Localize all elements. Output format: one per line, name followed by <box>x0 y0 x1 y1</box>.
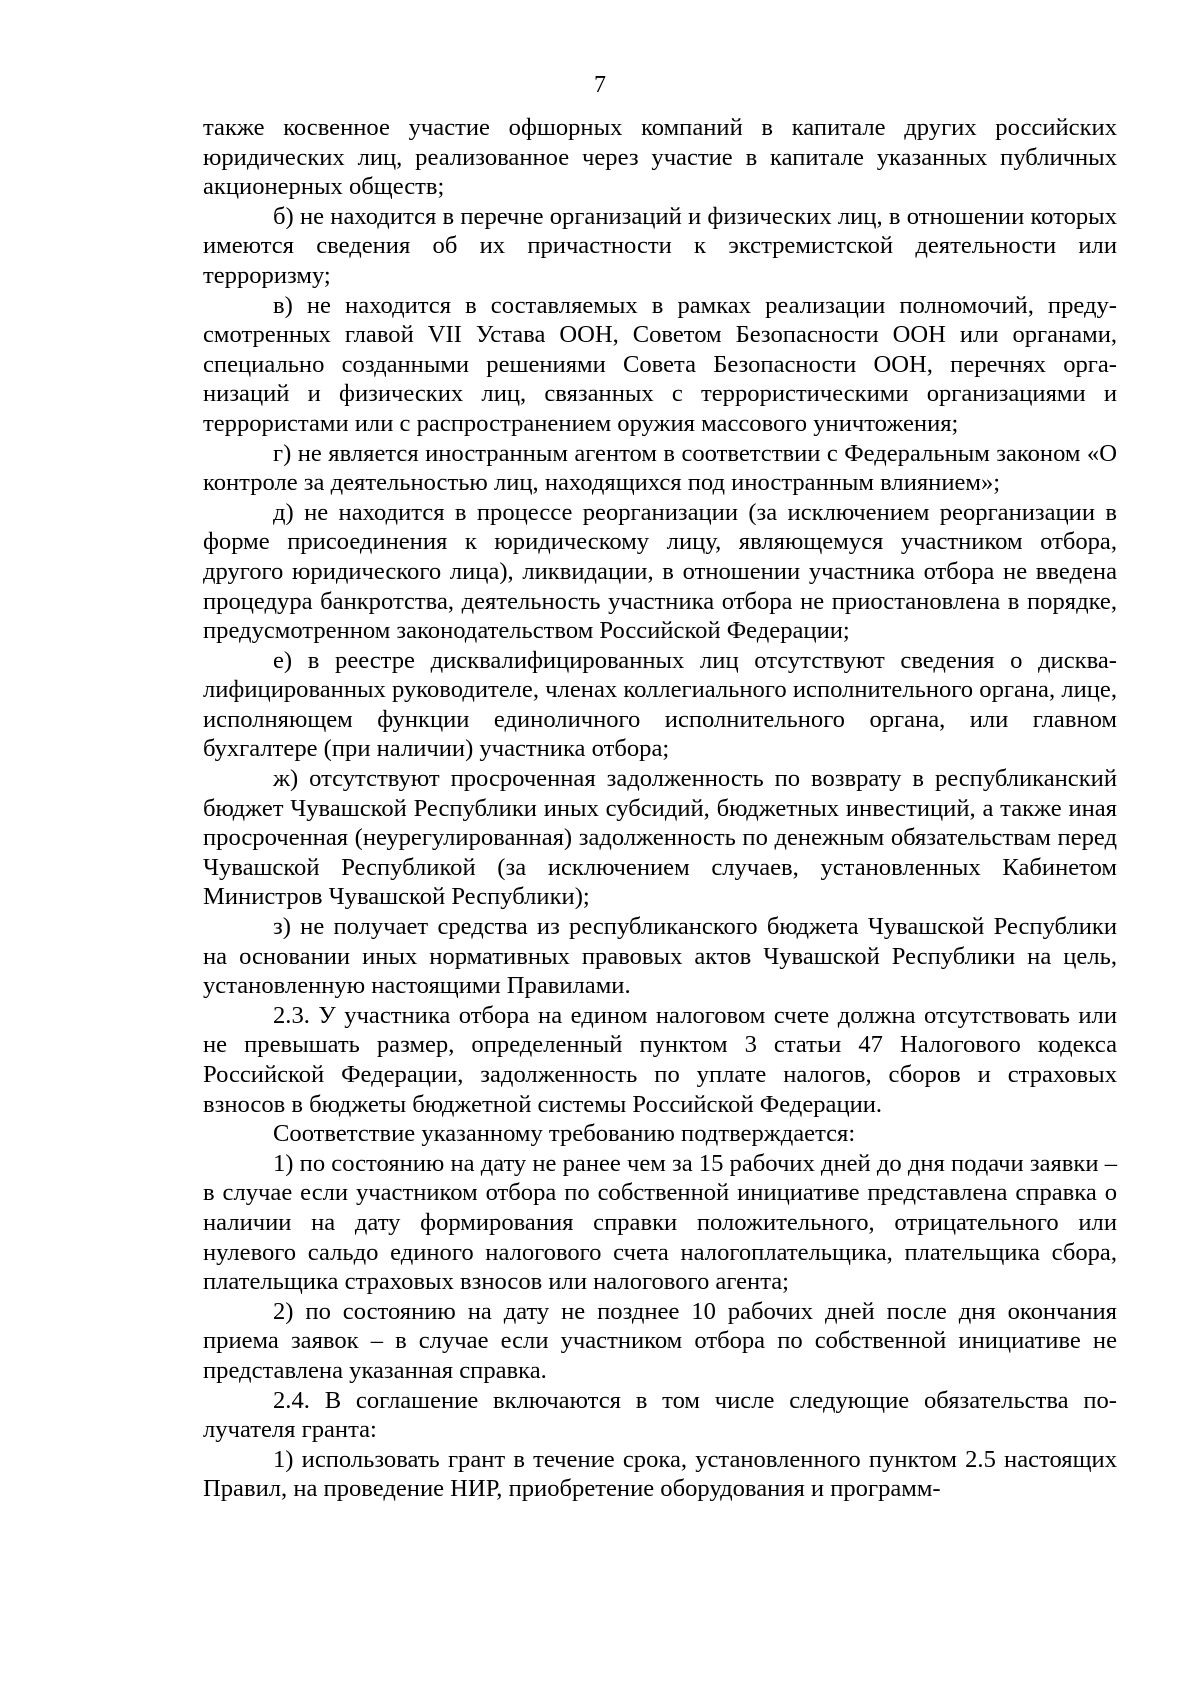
document-body <box>203 113 1117 1504</box>
paragraph: также косвенное участие офшорных компаний в капитале других российских юридических лиц, реализованное через участие в капитале указанных публичных акционерных обществ; <box>203 114 1117 201</box>
paragraph: б) не находится в перечне организаций и физических лиц, в отношении которых имеются сведения об их причастности к экстремистской деятельности или терроризму; <box>203 202 1117 289</box>
paragraph: е) в реестре дисквалифицированных лиц отсутствуют сведения о дисквалифицированных руководителе, членах коллегиального исполнительного органа, лице, исполняющем функции единоличного исполнительного органа, или главном бухгалтере (при наличии) участника отбора; <box>203 646 1117 763</box>
paragraph: з) не получает средства из республиканского бюджета Чувашской Республики на основании иных нормативных правовых актов Чувашской Республики на цель, установленную настоящими Правилами. <box>203 913 1117 1000</box>
paragraph: г) не является иностранным агентом в соответствии с Федеральным законом «О контроле за деятельностью лиц, находящихся под иностранным влиянием»; <box>203 439 1117 497</box>
paragraph: Соответствие указанному требованию подтверждается: <box>273 1120 856 1148</box>
paragraph: 1) использовать грант в течение срока, установленного пунктом 2.5 настоящих Правил, на проведение НИР, приобретение оборудования и программ- <box>203 1445 1117 1503</box>
paragraph: в) не находится в составляемых в рамках реализации полномочий, предусмотренных главой VII Устава ООН, Советом Безопасности ООН или органами, специально созданными решениями Совета Безопасности ООН, перечнях организаций и физических лиц, связанных с террористическими организациями и террористами или с распространением оружия массового уничтожения; <box>203 291 1117 437</box>
paragraph: ж) отсутствуют просроченная задолженность по возврату в республиканский бюджет Чувашской Республики иных субсидий, бюджетных инвестиций, а также иная просроченная (неурегулированная) задолженность по денежным обязательствам перед Чувашской Республикой (за исключением случаев, установленных Кабинетом Министров Чувашской Республики); <box>203 765 1117 911</box>
paragraph: 2) по состоянию на дату не позднее 10 рабочих дней после дня окончания приема заявок – в случае если участником отбора по собственной инициативе не представлена указанная справка. <box>203 1297 1117 1384</box>
paragraph: 2.4. В соглашение включаются в том числе следующие обязательства получателя гранта: <box>203 1386 1117 1444</box>
paragraph: 2.3. У участника отбора на едином налоговом счете должна отсутствовать или не превышать размер, определенный пунктом 3 статьи 47 Налогового кодекса Российской Федерации, задолженность по уплате налогов, сборов и страховых взносов в бюджеты бюджетной системы Российской Федерации. <box>203 1001 1117 1118</box>
page-number: 7 <box>594 72 606 98</box>
paragraph: 1) по состоянию на дату не ранее чем за 15 рабочих дней до дня подачи заявки – в случае если участником отбора по собственной инициативе представлена справка о наличии на дату формирования справки положительного, отрицательного или нулевого сальдо единого налогового счета налогоплательщика, плательщика сбора, плательщика страховых взносов или налогового агента; <box>203 1149 1117 1296</box>
paragraph: д) не находится в процессе реорганизации (за исключением реорганизации в форме присоединения к юридическому лицу, являющемуся участником отбора, другого юридического лица), ликвидации, в отношении участника отбора не введена процедура банкротства, деятельность участника отбора не приостановлена в порядке, предусмотренном законодательством Российской Федерации; <box>203 498 1117 645</box>
